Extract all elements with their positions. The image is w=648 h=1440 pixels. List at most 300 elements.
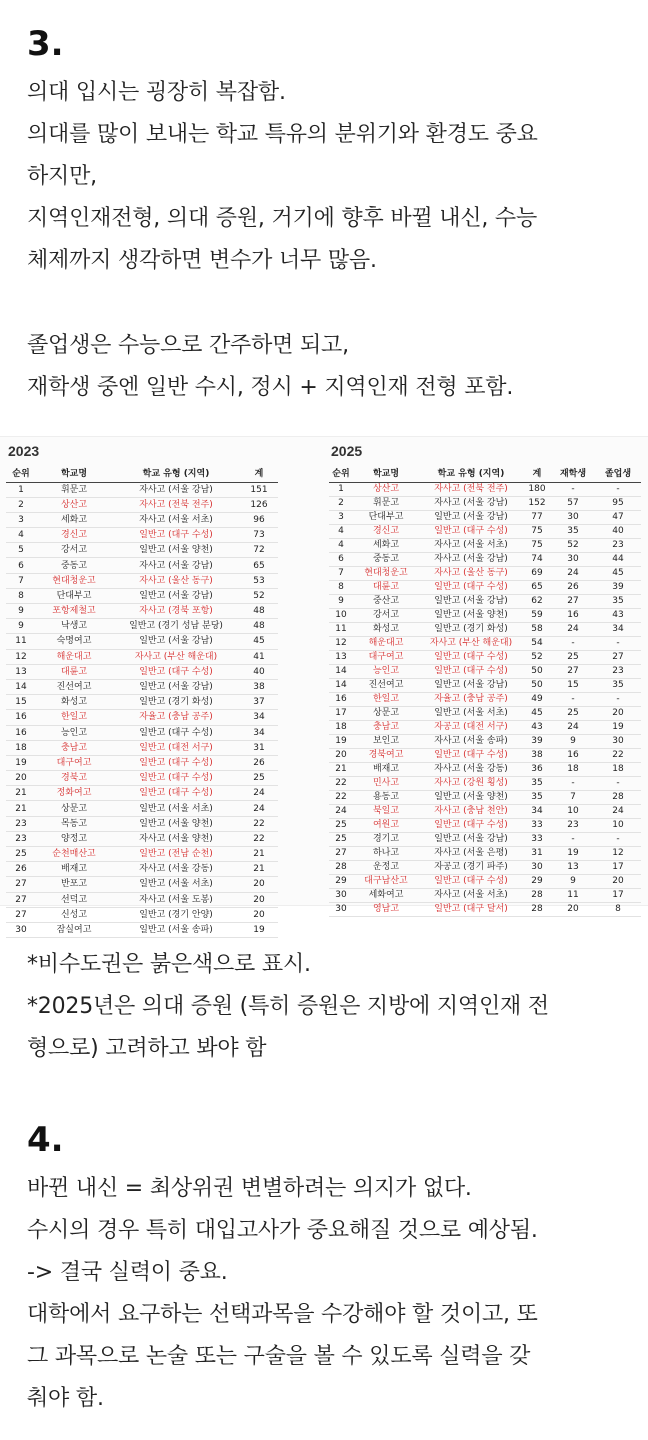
cell-grad: 17 bbox=[595, 888, 641, 902]
cell-total: 152 bbox=[523, 496, 551, 510]
cell-name: 보인고 bbox=[353, 734, 419, 748]
cell-total: 38 bbox=[523, 748, 551, 762]
cell-rank: 20 bbox=[329, 748, 353, 762]
section3-body-2 bbox=[27, 325, 627, 409]
cell-total: 48 bbox=[240, 604, 278, 619]
cell-type: 자사고 (울산 동구) bbox=[112, 573, 240, 588]
note-line: *2025년은 의대 증원 (특히 증원은 지방에 지역인재 전 bbox=[27, 994, 549, 1019]
cell-type: 자율고 (충남 공주) bbox=[112, 710, 240, 725]
cell-total: 21 bbox=[240, 847, 278, 862]
cell-name: 경기고 bbox=[353, 832, 419, 846]
cell-grad: - bbox=[595, 692, 641, 706]
table-row bbox=[329, 580, 641, 594]
cell-rank: 11 bbox=[6, 634, 36, 649]
cell-name: 강서고 bbox=[36, 543, 112, 558]
cell-type: 일반고 (대구 수성) bbox=[419, 818, 523, 832]
cell-grad: 20 bbox=[595, 706, 641, 720]
cell-rank: 4 bbox=[329, 524, 353, 538]
cell-type: 자사고 (서울 송파) bbox=[419, 734, 523, 748]
cell-rank: 27 bbox=[329, 846, 353, 860]
cell-grad: - bbox=[595, 832, 641, 846]
cell-cur: 19 bbox=[551, 846, 595, 860]
cell-type: 일반고 (대구 수성) bbox=[419, 650, 523, 664]
cell-type: 일반고 (대구 수성) bbox=[419, 664, 523, 678]
cell-type: 일반고 (경기 성남 분당) bbox=[112, 619, 240, 634]
table-row bbox=[6, 664, 278, 679]
cell-total: 30 bbox=[523, 860, 551, 874]
cell-cur: 57 bbox=[551, 496, 595, 510]
cell-cur: 24 bbox=[551, 566, 595, 580]
cell-name: 용동고 bbox=[353, 790, 419, 804]
section4-body bbox=[27, 1168, 627, 1420]
cell-name: 정화여고 bbox=[36, 786, 112, 801]
cell-rank: 21 bbox=[6, 801, 36, 816]
table-row bbox=[6, 695, 278, 710]
table-row bbox=[329, 524, 641, 538]
cell-rank: 14 bbox=[329, 664, 353, 678]
cell-total: 26 bbox=[240, 755, 278, 770]
cell-rank: 7 bbox=[329, 566, 353, 580]
column-header: 학교 유형 (지역) bbox=[112, 463, 240, 482]
table-row bbox=[329, 482, 641, 496]
cell-name: 잠실여고 bbox=[36, 922, 112, 937]
cell-name: 상문고 bbox=[353, 706, 419, 720]
cell-total: 75 bbox=[523, 538, 551, 552]
cell-rank: 4 bbox=[6, 528, 36, 543]
cell-type: 자사고 (서울 강남) bbox=[419, 552, 523, 566]
cell-grad: 43 bbox=[595, 608, 641, 622]
cell-name: 중산고 bbox=[353, 594, 419, 608]
table-row bbox=[6, 558, 278, 573]
cell-total: 37 bbox=[240, 695, 278, 710]
column-header: 재학생 bbox=[551, 463, 595, 482]
cell-total: 20 bbox=[240, 892, 278, 907]
cell-grad: 39 bbox=[595, 580, 641, 594]
cell-type: 일반고 (대구 수성) bbox=[112, 528, 240, 543]
cell-total: 50 bbox=[523, 678, 551, 692]
cell-grad: 22 bbox=[595, 748, 641, 762]
table-row bbox=[329, 650, 641, 664]
cell-total: 72 bbox=[240, 543, 278, 558]
cell-name: 숙명여고 bbox=[36, 634, 112, 649]
cell-rank: 1 bbox=[329, 482, 353, 496]
cell-grad: 23 bbox=[595, 538, 641, 552]
cell-total: 96 bbox=[240, 512, 278, 527]
cell-name: 신성고 bbox=[36, 907, 112, 922]
note-line: *비수도권은 붉은색으로 표시. bbox=[27, 952, 311, 977]
table-row bbox=[6, 862, 278, 877]
cell-rank: 16 bbox=[6, 710, 36, 725]
cell-name: 해운대고 bbox=[36, 649, 112, 664]
cell-grad: 45 bbox=[595, 566, 641, 580]
table-row bbox=[6, 907, 278, 922]
table-row bbox=[329, 832, 641, 846]
cell-type: 자공고 (경기 파주) bbox=[419, 860, 523, 874]
cell-grad: 35 bbox=[595, 678, 641, 692]
cell-rank: 22 bbox=[329, 790, 353, 804]
cell-total: 49 bbox=[523, 692, 551, 706]
cell-rank: 23 bbox=[6, 831, 36, 846]
cell-rank: 19 bbox=[6, 755, 36, 770]
cell-total: 21 bbox=[240, 862, 278, 877]
cell-cur: 15 bbox=[551, 678, 595, 692]
text-line: 춰야 함. bbox=[27, 1386, 104, 1411]
cell-name: 휘문고 bbox=[36, 482, 112, 497]
cell-cur: 30 bbox=[551, 552, 595, 566]
cell-name: 상산고 bbox=[36, 497, 112, 512]
table-row bbox=[6, 801, 278, 816]
text-line: 그 과목으로 논술 또는 구술을 볼 수 있도록 실력을 갖 bbox=[27, 1344, 531, 1369]
cell-type: 일반고 (경기 화성) bbox=[419, 622, 523, 636]
cell-type: 자사고 (서울 양천) bbox=[112, 831, 240, 846]
cell-cur: 24 bbox=[551, 622, 595, 636]
cell-rank: 11 bbox=[329, 622, 353, 636]
table-row bbox=[329, 818, 641, 832]
cell-grad: 12 bbox=[595, 846, 641, 860]
cell-rank: 17 bbox=[329, 706, 353, 720]
cell-total: 41 bbox=[240, 649, 278, 664]
cell-name: 하나고 bbox=[353, 846, 419, 860]
text-line: -> 결국 실력이 중요. bbox=[27, 1260, 228, 1285]
table-row bbox=[329, 860, 641, 874]
cell-name: 영남고 bbox=[353, 902, 419, 916]
table-row bbox=[6, 740, 278, 755]
table-2025 bbox=[329, 463, 641, 917]
cell-name: 세화고 bbox=[353, 538, 419, 552]
cell-name: 세화고 bbox=[36, 512, 112, 527]
cell-name: 능인고 bbox=[36, 725, 112, 740]
table-row bbox=[6, 649, 278, 664]
cell-rank: 4 bbox=[329, 538, 353, 552]
cell-type: 일반고 (서울 서초) bbox=[112, 877, 240, 892]
cell-total: 28 bbox=[523, 902, 551, 916]
column-header: 순위 bbox=[6, 463, 36, 482]
cell-type: 일반고 (전남 순천) bbox=[112, 847, 240, 862]
cell-type: 일반고 (서울 서초) bbox=[419, 706, 523, 720]
cell-total: 22 bbox=[240, 816, 278, 831]
cell-type: 일반고 (대구 수성) bbox=[112, 664, 240, 679]
cell-cur: 16 bbox=[551, 748, 595, 762]
cell-type: 일반고 (서울 양천) bbox=[419, 608, 523, 622]
cell-total: 75 bbox=[523, 524, 551, 538]
cell-total: 126 bbox=[240, 497, 278, 512]
cell-rank: 12 bbox=[329, 636, 353, 650]
table-row bbox=[329, 720, 641, 734]
cell-grad: 34 bbox=[595, 622, 641, 636]
cell-name: 상문고 bbox=[36, 801, 112, 816]
cell-type: 일반고 (대구 수성) bbox=[112, 771, 240, 786]
cell-rank: 25 bbox=[329, 818, 353, 832]
cell-grad: 18 bbox=[595, 762, 641, 776]
cell-total: 22 bbox=[240, 831, 278, 846]
cell-type: 자사고 (부산 해운대) bbox=[112, 649, 240, 664]
column-header: 학교명 bbox=[36, 463, 112, 482]
cell-type: 일반고 (경기 안양) bbox=[112, 907, 240, 922]
cell-total: 40 bbox=[240, 664, 278, 679]
cell-grad: 17 bbox=[595, 860, 641, 874]
cell-cur: 10 bbox=[551, 804, 595, 818]
cell-total: 34 bbox=[523, 804, 551, 818]
cell-cur: 11 bbox=[551, 888, 595, 902]
cell-grad: 44 bbox=[595, 552, 641, 566]
cell-cur: 24 bbox=[551, 720, 595, 734]
column-header: 계 bbox=[523, 463, 551, 482]
cell-rank: 27 bbox=[6, 907, 36, 922]
cell-name: 운정고 bbox=[353, 860, 419, 874]
cell-rank: 9 bbox=[6, 604, 36, 619]
cell-rank: 28 bbox=[329, 860, 353, 874]
cell-total: 151 bbox=[240, 482, 278, 497]
cell-name: 화성고 bbox=[353, 622, 419, 636]
table-row bbox=[6, 512, 278, 527]
cell-rank: 13 bbox=[6, 664, 36, 679]
cell-name: 민사고 bbox=[353, 776, 419, 790]
cell-type: 자사고 (울산 동구) bbox=[419, 566, 523, 580]
cell-type: 일반고 (대구 달서) bbox=[419, 902, 523, 916]
cell-type: 일반고 (서울 서초) bbox=[112, 801, 240, 816]
cell-grad: 24 bbox=[595, 804, 641, 818]
cell-total: 34 bbox=[240, 710, 278, 725]
cell-name: 경신고 bbox=[353, 524, 419, 538]
cell-type: 일반고 (서울 강남) bbox=[419, 510, 523, 524]
table-row bbox=[6, 922, 278, 937]
cell-cur: - bbox=[551, 832, 595, 846]
cell-total: 77 bbox=[523, 510, 551, 524]
cell-rank: 5 bbox=[6, 543, 36, 558]
cell-name: 순천매산고 bbox=[36, 847, 112, 862]
cell-rank: 6 bbox=[329, 552, 353, 566]
cell-total: 34 bbox=[240, 725, 278, 740]
cell-cur: - bbox=[551, 636, 595, 650]
cell-name: 능인고 bbox=[353, 664, 419, 678]
table-row bbox=[329, 692, 641, 706]
text-line: 바뀐 내신 = 최상위권 변별하려는 의지가 없다. bbox=[27, 1176, 472, 1201]
cell-total: 33 bbox=[523, 832, 551, 846]
cell-total: 48 bbox=[240, 619, 278, 634]
cell-total: 33 bbox=[523, 818, 551, 832]
cell-type: 일반고 (대구 수성) bbox=[112, 725, 240, 740]
cell-rank: 18 bbox=[6, 740, 36, 755]
cell-grad: 10 bbox=[595, 818, 641, 832]
cell-name: 경신고 bbox=[36, 528, 112, 543]
cell-type: 자사고 (서울 강남) bbox=[112, 558, 240, 573]
cell-type: 일반고 (서울 강남) bbox=[112, 588, 240, 603]
cell-name: 중동고 bbox=[36, 558, 112, 573]
cell-name: 선덕고 bbox=[36, 892, 112, 907]
cell-type: 일반고 (서울 송파) bbox=[112, 922, 240, 937]
cell-name: 충남고 bbox=[36, 740, 112, 755]
cell-type: 자사고 (서울 강남) bbox=[112, 482, 240, 497]
table-row bbox=[6, 482, 278, 497]
table-row bbox=[6, 892, 278, 907]
cell-total: 19 bbox=[240, 922, 278, 937]
cell-name: 배재고 bbox=[36, 862, 112, 877]
cell-name: 강서고 bbox=[353, 608, 419, 622]
table-row bbox=[329, 496, 641, 510]
text-line: 수시의 경우 특히 대입고사가 중요해질 것으로 예상됨. bbox=[27, 1218, 538, 1243]
cell-name: 양정고 bbox=[36, 831, 112, 846]
cell-rank: 8 bbox=[329, 580, 353, 594]
cell-type: 자사고 (강원 횡성) bbox=[419, 776, 523, 790]
table-row bbox=[6, 619, 278, 634]
cell-rank: 21 bbox=[6, 786, 36, 801]
cell-grad: 40 bbox=[595, 524, 641, 538]
cell-type: 자공고 (대전 서구) bbox=[419, 720, 523, 734]
cell-type: 자율고 (충남 공주) bbox=[419, 692, 523, 706]
cell-type: 자사고 (경북 포항) bbox=[112, 604, 240, 619]
cell-rank: 9 bbox=[6, 619, 36, 634]
cell-rank: 8 bbox=[6, 588, 36, 603]
column-header: 순위 bbox=[329, 463, 353, 482]
cell-total: 35 bbox=[523, 776, 551, 790]
table-row bbox=[6, 528, 278, 543]
cell-rank: 19 bbox=[329, 734, 353, 748]
cell-type: 자사고 (전북 전주) bbox=[419, 482, 523, 496]
cell-cur: 9 bbox=[551, 874, 595, 888]
cell-total: 24 bbox=[240, 786, 278, 801]
cell-cur: - bbox=[551, 692, 595, 706]
cell-rank: 18 bbox=[329, 720, 353, 734]
cell-cur: 9 bbox=[551, 734, 595, 748]
cell-rank: 9 bbox=[329, 594, 353, 608]
cell-name: 현대청운고 bbox=[36, 573, 112, 588]
cell-name: 진선여고 bbox=[353, 678, 419, 692]
cell-type: 일반고 (대구 수성) bbox=[419, 524, 523, 538]
cell-total: 180 bbox=[523, 482, 551, 496]
cell-total: 20 bbox=[240, 907, 278, 922]
cell-rank: 2 bbox=[329, 496, 353, 510]
cell-cur: - bbox=[551, 776, 595, 790]
table-2023-block bbox=[6, 443, 278, 938]
cell-name: 휘문고 bbox=[353, 496, 419, 510]
cell-cur: 27 bbox=[551, 594, 595, 608]
cell-cur: 20 bbox=[551, 902, 595, 916]
cell-type: 일반고 (대구 수성) bbox=[419, 748, 523, 762]
table-2023-year: 2023 bbox=[8, 443, 40, 459]
cell-type: 일반고 (서울 강남) bbox=[419, 832, 523, 846]
text-line: 대학에서 요구하는 선택과목을 수강해야 할 것이고, 또 bbox=[27, 1302, 538, 1327]
cell-type: 일반고 (대구 수성) bbox=[112, 786, 240, 801]
cell-total: 45 bbox=[240, 634, 278, 649]
cell-type: 자사고 (부산 해운대) bbox=[419, 636, 523, 650]
cell-rank: 30 bbox=[6, 922, 36, 937]
cell-total: 31 bbox=[240, 740, 278, 755]
cell-cur: 16 bbox=[551, 608, 595, 622]
cell-name: 목동고 bbox=[36, 816, 112, 831]
table-row bbox=[6, 847, 278, 862]
cell-rank: 3 bbox=[329, 510, 353, 524]
cell-rank: 26 bbox=[6, 862, 36, 877]
cell-type: 자사고 (서울 서초) bbox=[419, 888, 523, 902]
cell-name: 대륜고 bbox=[36, 664, 112, 679]
cell-name: 대구여고 bbox=[353, 650, 419, 664]
cell-rank: 22 bbox=[329, 776, 353, 790]
cell-type: 자사고 (서울 도봉) bbox=[112, 892, 240, 907]
cell-rank: 13 bbox=[329, 650, 353, 664]
cell-rank: 1 bbox=[6, 482, 36, 497]
table-row bbox=[329, 538, 641, 552]
cell-grad: 47 bbox=[595, 510, 641, 524]
table-row bbox=[6, 771, 278, 786]
cell-rank: 7 bbox=[6, 573, 36, 588]
table-row bbox=[329, 804, 641, 818]
cell-total: 74 bbox=[523, 552, 551, 566]
table-2025-block bbox=[329, 443, 641, 917]
cell-type: 일반고 (서울 양천) bbox=[112, 816, 240, 831]
cell-type: 일반고 (대구 수성) bbox=[112, 755, 240, 770]
cell-name: 경북고 bbox=[36, 771, 112, 786]
cell-grad: 28 bbox=[595, 790, 641, 804]
cell-rank: 12 bbox=[6, 649, 36, 664]
cell-rank: 2 bbox=[6, 497, 36, 512]
table-row bbox=[329, 874, 641, 888]
cell-cur: - bbox=[551, 482, 595, 496]
cell-cur: 7 bbox=[551, 790, 595, 804]
text-line: 재학생 중엔 일반 수시, 정시 + 지역인재 전형 포함. bbox=[27, 375, 514, 400]
cell-total: 73 bbox=[240, 528, 278, 543]
cell-type: 자사고 (서울 서초) bbox=[419, 538, 523, 552]
cell-name: 낙생고 bbox=[36, 619, 112, 634]
table-row bbox=[6, 877, 278, 892]
cell-name: 한일고 bbox=[36, 710, 112, 725]
cell-cur: 27 bbox=[551, 664, 595, 678]
cell-rank: 20 bbox=[6, 771, 36, 786]
cell-cur: 23 bbox=[551, 818, 595, 832]
cell-type: 일반고 (대전 서구) bbox=[112, 740, 240, 755]
table-row bbox=[6, 725, 278, 740]
cell-grad: 23 bbox=[595, 664, 641, 678]
table-row bbox=[329, 664, 641, 678]
cell-type: 일반고 (경기 화성) bbox=[112, 695, 240, 710]
table-row bbox=[6, 786, 278, 801]
table-row bbox=[329, 888, 641, 902]
cell-grad: - bbox=[595, 482, 641, 496]
cell-total: 43 bbox=[523, 720, 551, 734]
cell-grad: - bbox=[595, 636, 641, 650]
table-row bbox=[329, 622, 641, 636]
cell-type: 일반고 (서울 강남) bbox=[112, 634, 240, 649]
table-row bbox=[329, 790, 641, 804]
cell-grad: - bbox=[595, 776, 641, 790]
cell-rank: 30 bbox=[329, 888, 353, 902]
table-row bbox=[329, 678, 641, 692]
column-header: 계 bbox=[240, 463, 278, 482]
cell-rank: 29 bbox=[329, 874, 353, 888]
cell-cur: 30 bbox=[551, 510, 595, 524]
cell-total: 65 bbox=[240, 558, 278, 573]
table-row bbox=[6, 755, 278, 770]
cell-total: 52 bbox=[240, 588, 278, 603]
cell-cur: 25 bbox=[551, 706, 595, 720]
cell-name: 현대청운고 bbox=[353, 566, 419, 580]
cell-type: 자사고 (서울 은평) bbox=[419, 846, 523, 860]
cell-type: 일반고 (서울 양천) bbox=[112, 543, 240, 558]
cell-cur: 52 bbox=[551, 538, 595, 552]
cell-total: 45 bbox=[523, 706, 551, 720]
cell-type: 자사고 (충남 천안) bbox=[419, 804, 523, 818]
cell-cur: 35 bbox=[551, 524, 595, 538]
cell-type: 일반고 (대구 수성) bbox=[419, 580, 523, 594]
cell-name: 충남고 bbox=[353, 720, 419, 734]
cell-type: 자사고 (서울 강동) bbox=[112, 862, 240, 877]
cell-grad: 30 bbox=[595, 734, 641, 748]
cell-grad: 35 bbox=[595, 594, 641, 608]
cell-name: 중동고 bbox=[353, 552, 419, 566]
cell-type: 자사고 (서울 강동) bbox=[419, 762, 523, 776]
cell-type: 일반고 (서울 양천) bbox=[419, 790, 523, 804]
cell-name: 포항제철고 bbox=[36, 604, 112, 619]
cell-rank: 25 bbox=[329, 832, 353, 846]
